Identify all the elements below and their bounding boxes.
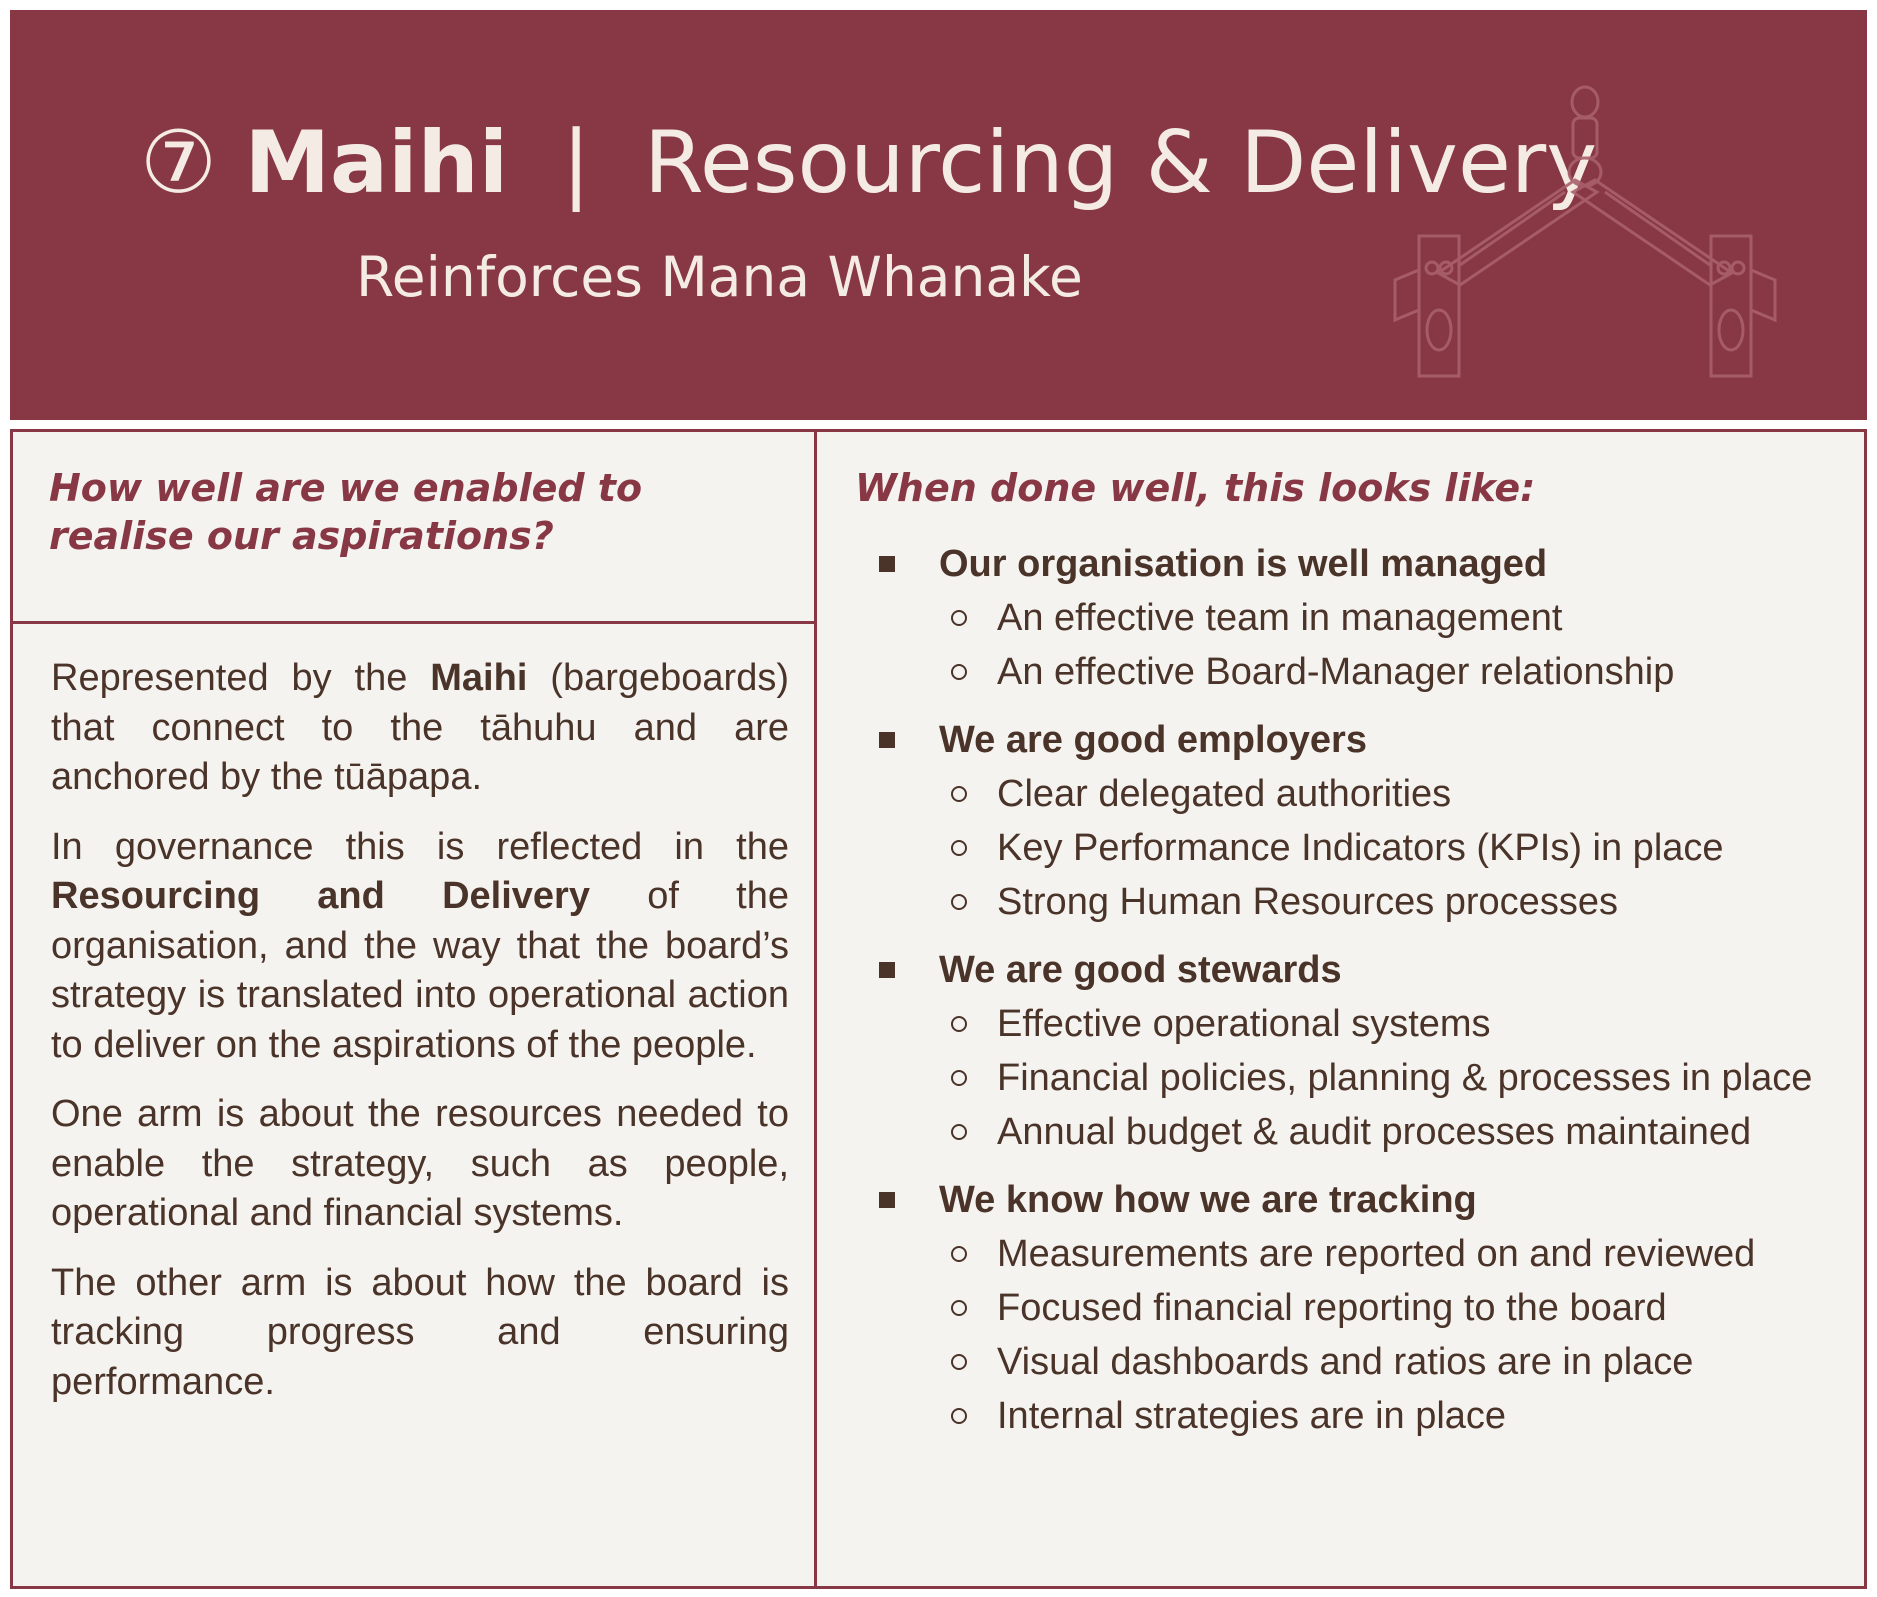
outcome-item-text: Strong Human Resources processes: [997, 881, 1618, 923]
paragraph-text: In governance this is reflected in the: [51, 825, 789, 868]
outcome-item-text: An effective Board-Manager relationship: [997, 651, 1675, 693]
question-panel: [10, 429, 817, 624]
outcome-item-text: Clear delegated authorities: [997, 773, 1452, 815]
description-text: [51, 654, 789, 1427]
circle-bullet-icon: [951, 840, 967, 856]
description-panel: [10, 621, 817, 1589]
outcome-item: [875, 875, 1835, 929]
outcome-item-text: Measurements are reported on and reviewed: [997, 1233, 1756, 1275]
paragraph-text: The other arm is about how the board is tracking progress and ensuring performance.: [51, 1261, 789, 1403]
outcomes-heading: When done well, this looks like:: [855, 466, 1536, 510]
outcome-item: [875, 821, 1835, 875]
page-subtitle: Reinforces Mana Whanake: [356, 245, 1083, 309]
outcome-section: [875, 1173, 1835, 1443]
outcome-item: [875, 1281, 1835, 1335]
circle-bullet-icon: [951, 1016, 967, 1032]
description-paragraph: [51, 654, 789, 803]
paragraph-bold-text: Resourcing and Delivery: [51, 875, 590, 917]
paragraph-text: Represented by the: [51, 657, 431, 699]
outcome-section-title: Our organisation is well managed: [939, 543, 1548, 585]
outcome-item-text: Internal strategies are in place: [997, 1395, 1507, 1437]
circle-bullet-icon: [951, 610, 967, 626]
outcome-section: [875, 943, 1835, 1159]
circle-bullet-icon: [951, 786, 967, 802]
outcome-item: [875, 645, 1835, 699]
outcome-section-heading: [875, 1173, 1835, 1227]
page-header: [10, 10, 1867, 420]
circle-bullet-icon: [951, 1300, 967, 1316]
outcome-item-text: Key Performance Indicators (KPIs) in place: [997, 827, 1724, 869]
outcomes-panel: [814, 429, 1867, 1589]
outcome-item: [875, 1051, 1835, 1105]
outcome-item: [875, 1105, 1835, 1159]
outcome-section-heading: [875, 713, 1835, 767]
circle-bullet-icon: [951, 1070, 967, 1086]
section-name: Maihi: [244, 113, 509, 213]
outcome-item-text: Financial policies, planning & processes in place: [997, 1057, 1813, 1099]
outcome-item: [875, 591, 1835, 645]
circle-bullet-icon: [951, 1246, 967, 1262]
outcomes-list: [875, 537, 1835, 1457]
outcome-section-title: We know how we are tracking: [939, 1179, 1477, 1221]
outcome-section-heading: [875, 537, 1835, 591]
outcome-section-title: We are good employers: [939, 719, 1367, 761]
question-heading: How well are we enabled to realise our aspirations?: [49, 466, 643, 558]
description-paragraph: [51, 1259, 789, 1408]
paragraph-text: of the organisation, and the way that the board’s strategy is translated into operational action to deliver on the aspirations of the people.: [51, 875, 789, 1066]
title-separator: |: [561, 113, 591, 213]
circle-bullet-icon: [951, 664, 967, 680]
outcome-item-text: Annual budget & audit processes maintained: [997, 1111, 1752, 1153]
description-paragraph: [51, 823, 789, 1071]
outcome-item-text: Visual dashboards and ratios are in place: [997, 1341, 1694, 1383]
outcome-item: [875, 767, 1835, 821]
circle-bullet-icon: [951, 1408, 967, 1424]
circle-bullet-icon: [951, 894, 967, 910]
circle-bullet-icon: [951, 1124, 967, 1140]
outcome-item-text: An effective team in management: [997, 597, 1563, 639]
circle-bullet-icon: [951, 1354, 967, 1370]
paragraph-text: One arm is about the resources needed to enable the strategy, such as people, operational and financial systems.: [51, 1093, 789, 1234]
square-bullet-icon: [879, 732, 895, 748]
wharenui-carving-icon: [1375, 80, 1795, 380]
outcome-item: [875, 997, 1835, 1051]
outcome-item: [875, 1389, 1835, 1443]
square-bullet-icon: [879, 962, 895, 978]
square-bullet-icon: [879, 556, 895, 572]
section-number: ⑦: [140, 113, 218, 213]
outcome-section: [875, 713, 1835, 929]
outcome-item: [875, 1335, 1835, 1389]
outcome-item-text: Focused financial reporting to the board: [997, 1287, 1667, 1329]
outcome-section-title: We are good stewards: [939, 949, 1342, 991]
section-theme: Resourcing & Delivery: [643, 113, 1598, 213]
paragraph-bold-text: Maihi: [430, 657, 528, 699]
outcome-item-text: Effective operational systems: [997, 1003, 1491, 1045]
outcome-section: [875, 537, 1835, 699]
outcome-item: [875, 1227, 1835, 1281]
outcome-section-heading: [875, 943, 1835, 997]
paragraph-text: (bargeboards) that connect to the tāhuhu and are anchored by the tūāpapa.: [51, 657, 789, 798]
description-paragraph: [51, 1090, 789, 1239]
square-bullet-icon: [879, 1192, 895, 1208]
